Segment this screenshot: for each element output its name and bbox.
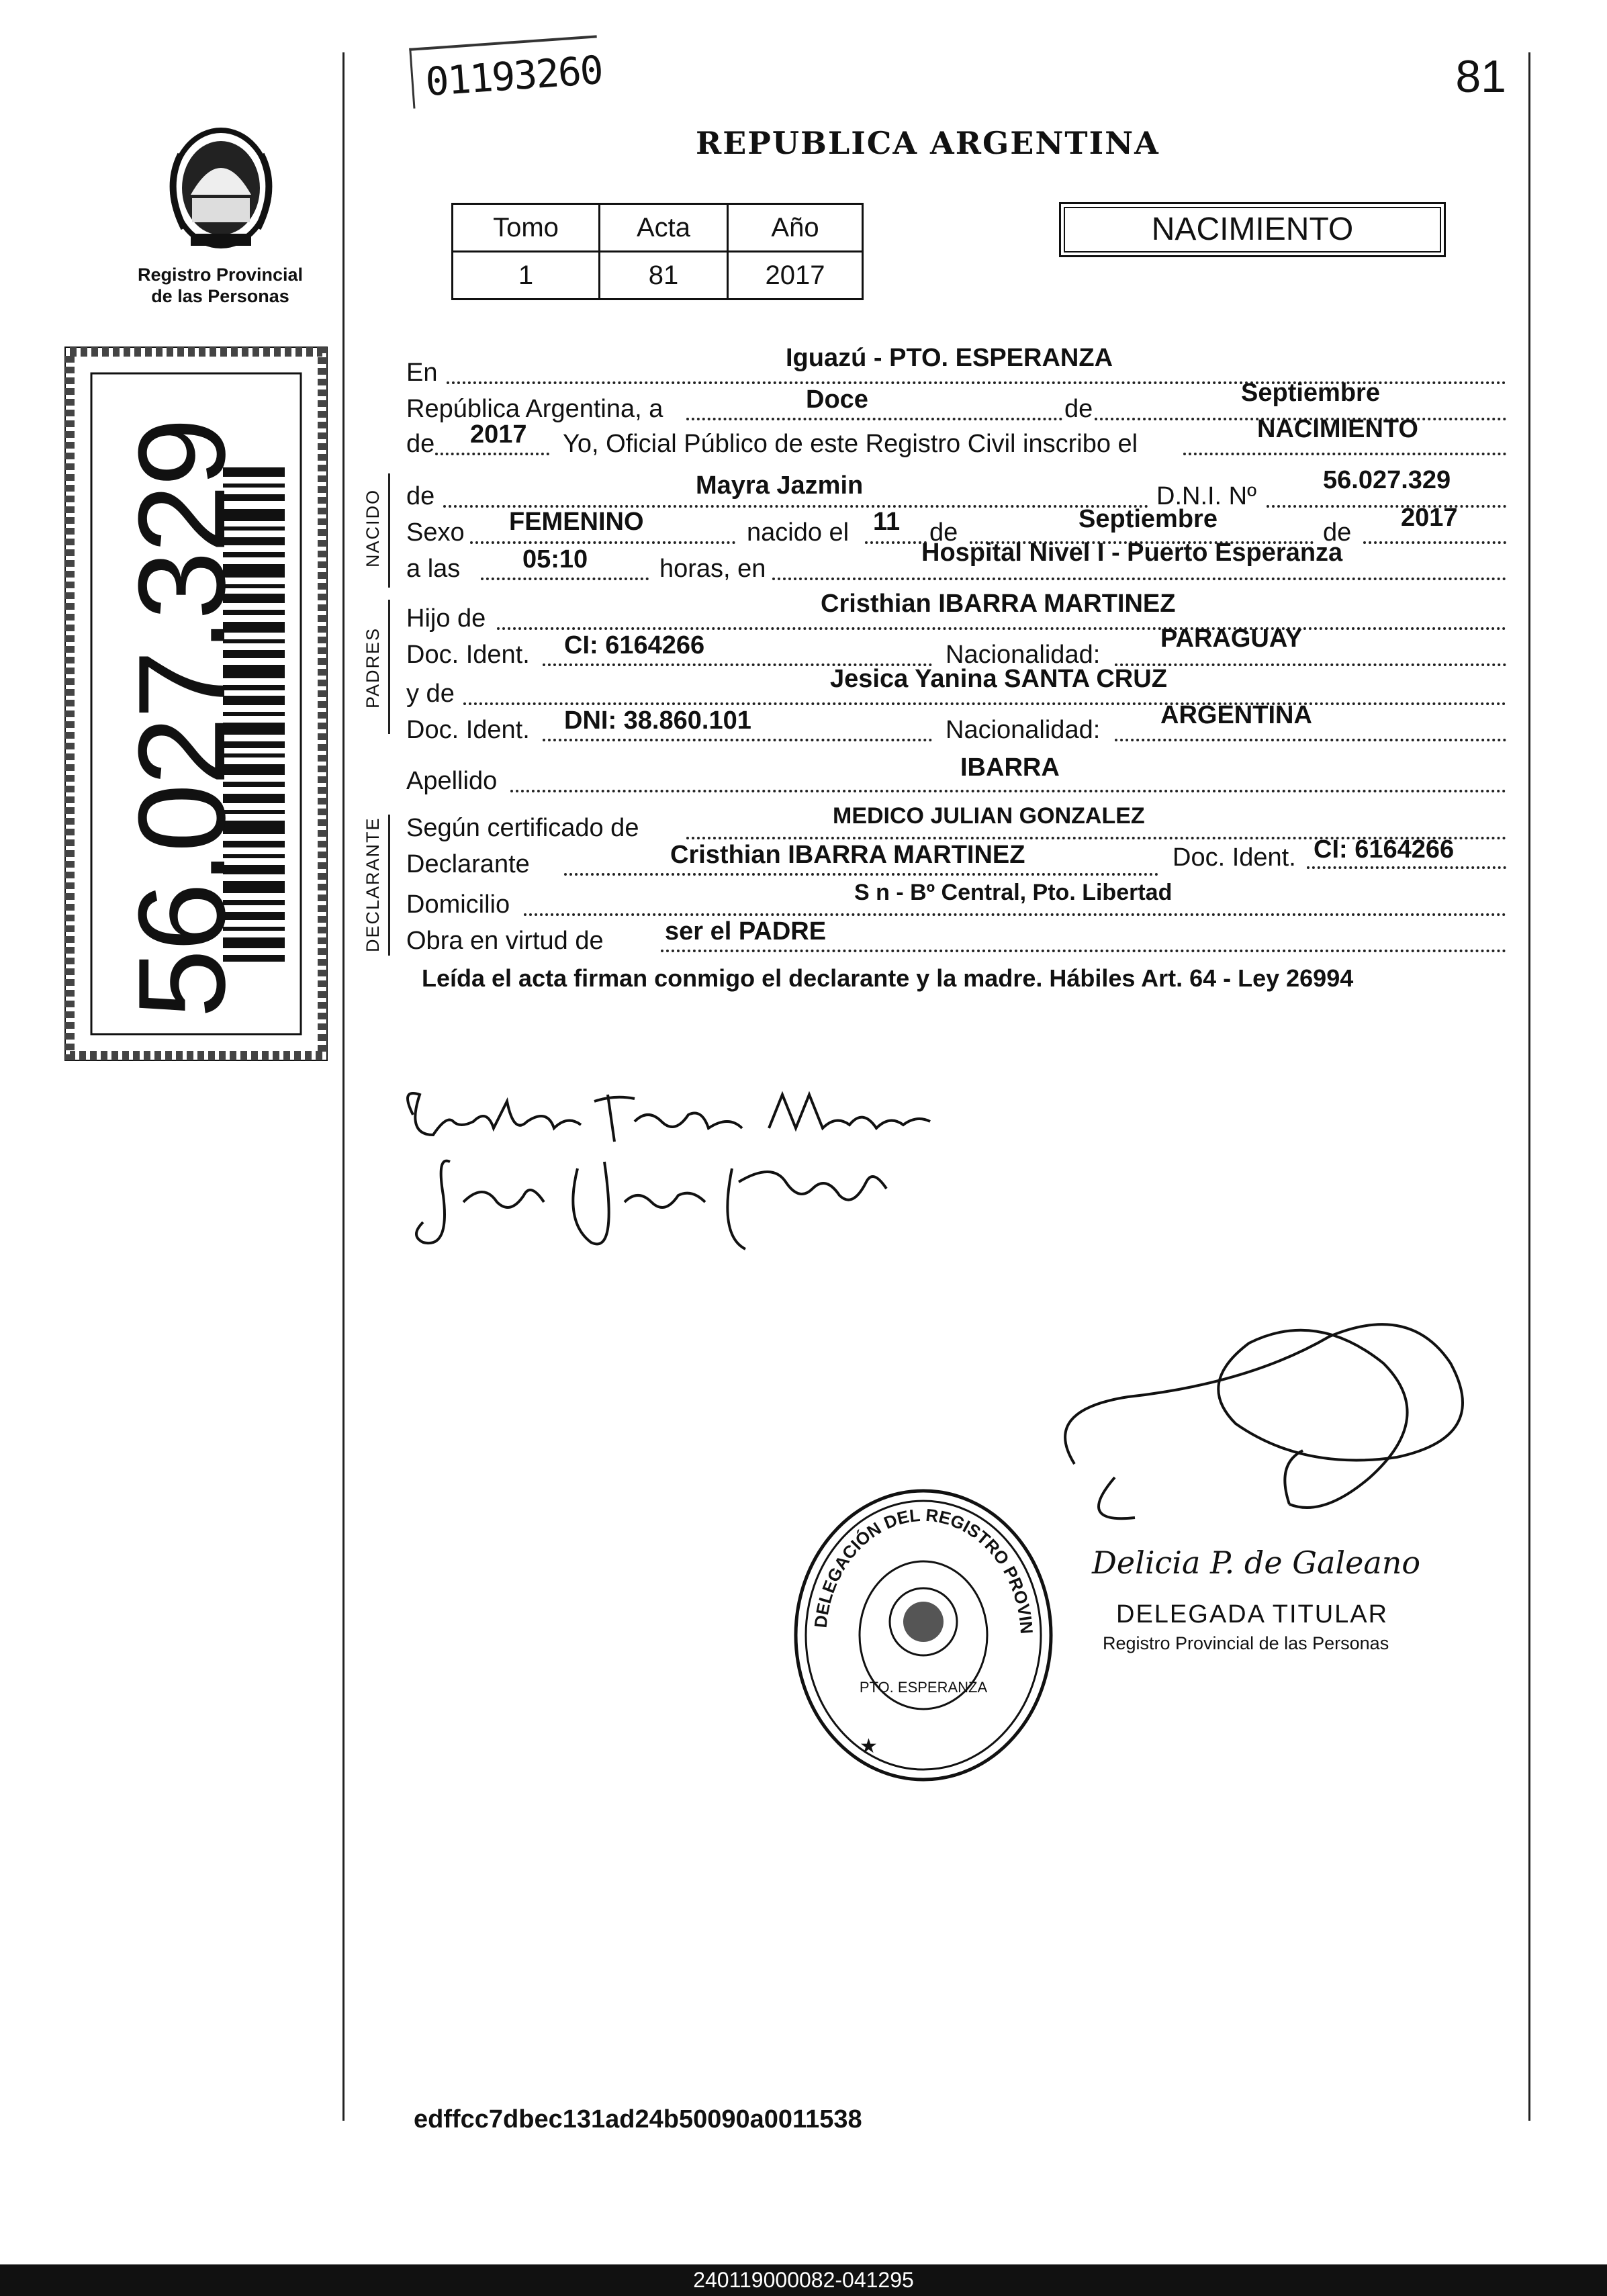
star-icon: ★ [860, 1735, 878, 1758]
side-label-nacido: NACIDO [363, 488, 383, 567]
dni-number-vertical: 56.027.329 [112, 420, 250, 1018]
label-de-year: de [406, 430, 435, 458]
stamp-text: DELEGACIÓN DEL REGISTRO PROVIN [810, 1504, 1038, 1635]
label-de-mes: de [929, 518, 958, 547]
act-register-table [451, 203, 864, 300]
footer-code-bar [0, 2264, 1607, 2296]
field-sexo: FEMENINO [509, 508, 644, 536]
field-hora: 05:10 [522, 545, 588, 573]
footer-code: 240119000082-041295 [693, 2268, 914, 2292]
dotted-line [1267, 505, 1506, 508]
dotted-line [772, 578, 1506, 580]
label-a-las: a las [406, 555, 461, 583]
dotted-line [661, 950, 1506, 952]
field-dni: 56.027.329 [1323, 466, 1451, 494]
label-segun-certificado: Según certificado de [406, 814, 639, 842]
document-title: REPUBLICA ARGENTINA [696, 125, 1160, 161]
padres-bracket [388, 600, 390, 734]
dotted-line [1307, 866, 1506, 869]
label-de-anio: de [1323, 518, 1352, 547]
label-y-de: y de [406, 680, 455, 708]
table-header-cell: Año [728, 204, 863, 252]
registry-label [121, 264, 320, 307]
field-madre: Jesica Yanina SANTA CRUZ [830, 665, 1167, 693]
label-de-nombre: de [406, 482, 435, 510]
signature-mother [396, 1142, 907, 1259]
field-domicilio: S n - Bº Central, Pto. Libertad [854, 880, 1173, 905]
field-anio-nacimiento: 2017 [1401, 504, 1458, 532]
official-name: Delicia P. de Galeano [1092, 1545, 1421, 1581]
dotted-line [564, 873, 1158, 876]
dotted-line [463, 702, 1506, 705]
label-en: En [406, 359, 438, 387]
registry-stamp [779, 1471, 1068, 1796]
dotted-line [1115, 663, 1506, 666]
serial-number: 01193260 [409, 35, 601, 108]
field-doc-declarante: CI: 6164266 [1314, 835, 1455, 864]
field-mes: Septiembre [1241, 379, 1380, 407]
side-label-padres: PADRES [363, 627, 383, 708]
label-doc-ident: Doc. Ident. [406, 716, 530, 744]
dotted-line [470, 541, 735, 544]
field-vinculo: ser el PADRE [665, 917, 827, 946]
field-nombre: Mayra Jazmin [696, 471, 864, 500]
dotted-line [481, 578, 649, 580]
label-domicilio: Domicilio [406, 890, 510, 919]
field-lugar-nacimiento: Hospital Nivel I - Puerto Esperanza [921, 539, 1343, 567]
field-declarante: Cristhian IBARRA MARTINEZ [670, 841, 1025, 869]
dotted-line [1183, 453, 1506, 455]
side-label-declarante: DECLARANTE [363, 817, 383, 952]
table-header-row [453, 204, 863, 252]
stamp-inner-text: PTO. ESPERANZA [859, 1679, 988, 1696]
closing-statement: Leída el acta firman conmigo el declarante y la madre. Hábiles Art. 64 - Ley 26994 [422, 964, 1354, 992]
label-oficial-publico: Yo, Oficial Público de este Registro Civil inscribo el [563, 430, 1138, 458]
label-republica: República Argentina, a [406, 395, 663, 423]
label-nacido-el: nacido el [747, 518, 850, 547]
table-cell-anio: 2017 [728, 252, 863, 300]
dotted-line [1115, 739, 1506, 741]
label-sexo: Sexo [406, 518, 465, 547]
field-certificado: MEDICO JULIAN GONZALEZ [833, 803, 1145, 829]
field-nacionalidad-madre: ARGENTINA [1160, 701, 1312, 729]
registry-label-line2: de las Personas [151, 286, 289, 306]
act-type-box: NACIMIENTO [1059, 202, 1446, 257]
label-nacionalidad: Nacionalidad: [946, 641, 1101, 669]
dotted-line [686, 418, 1062, 420]
field-lugar: Iguazú - PTO. ESPERANZA [786, 344, 1113, 372]
dni-barcode-card [64, 347, 328, 1061]
table-header-cell: Acta [600, 204, 728, 252]
right-margin-line [1528, 52, 1530, 2121]
nacido-bracket [388, 473, 390, 588]
label-horas-en: horas, en [659, 555, 766, 583]
field-tipo-inscripcion: NACIMIENTO [1257, 415, 1418, 443]
official-registry: Registro Provincial de las Personas [1103, 1633, 1389, 1653]
table-row [453, 252, 863, 300]
field-mes-nacimiento: Septiembre [1078, 505, 1218, 533]
province-seal [150, 114, 291, 259]
left-margin-line [342, 52, 345, 2121]
field-apellido: IBARRA [960, 753, 1060, 782]
dotted-line [543, 739, 932, 741]
field-nacionalidad-padre: PARAGUAY [1160, 625, 1303, 653]
table-cell-acta: 81 [600, 252, 728, 300]
table-cell-tomo: 1 [453, 252, 600, 300]
label-apellido: Apellido [406, 767, 498, 795]
field-padre: Cristhian IBARRA MARTINEZ [821, 590, 1176, 618]
registry-label-line1: Registro Provincial [137, 265, 304, 285]
dotted-line [435, 453, 549, 455]
label-doc-ident: Doc. Ident. [406, 641, 530, 669]
label-dni: D.N.I. Nº [1156, 482, 1256, 510]
field-doc-madre: DNI: 38.860.101 [564, 706, 751, 735]
dotted-line [865, 541, 927, 544]
table-header-cell: Tomo [453, 204, 600, 252]
label-de: de [1064, 395, 1093, 423]
label-nacionalidad: Nacionalidad: [946, 716, 1101, 744]
dotted-line [497, 627, 1506, 630]
label-doc-ident-declarante: Doc. Ident. [1173, 843, 1296, 872]
field-dia-nacimiento: 11 [873, 508, 901, 536]
dotted-line [1363, 541, 1506, 544]
label-obra-en-virtud: Obra en virtud de [406, 927, 604, 955]
dotted-line [510, 790, 1506, 792]
official-title: DELEGADA TITULAR [1116, 1600, 1389, 1628]
field-doc-padre: CI: 6164266 [564, 631, 705, 659]
field-anio-inscripcion: 2017 [470, 420, 527, 449]
dotted-line [524, 913, 1506, 916]
declarante-bracket [388, 815, 390, 956]
label-declarante: Declarante [406, 850, 530, 878]
field-dia-letras: Doce [806, 385, 868, 414]
label-hijo-de: Hijo de [406, 604, 486, 633]
document-hash: edffcc7dbec131ad24b50090a0011538 [414, 2105, 862, 2133]
page-number: 81 [1455, 51, 1506, 102]
